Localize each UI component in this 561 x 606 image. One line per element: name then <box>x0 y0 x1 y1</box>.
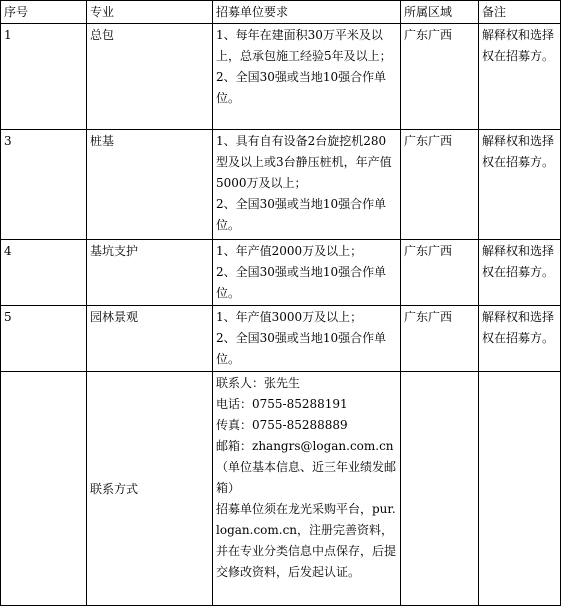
row-seq: 5 <box>1 306 87 372</box>
row-major: 总包 <box>87 24 213 130</box>
header-seq: 序号 <box>1 1 87 24</box>
header-note: 备注 <box>479 1 561 24</box>
requirement-line: 2、全国30强或当地10强合作单位。 <box>216 70 387 105</box>
requirement-line: 2、全国30强或当地10强合作单位。 <box>216 197 387 232</box>
contact-phone: 电话：0755-85288191 <box>216 397 348 411</box>
row-note: 解释权和选择权在招募方。 <box>479 306 561 372</box>
requirement-line: 1、年产值3000万及以上； <box>216 310 363 324</box>
requirement-line: 1、年产值2000万及以上； <box>216 244 363 258</box>
row-seq: 4 <box>1 240 87 306</box>
row-major: 园林景观 <box>87 306 213 372</box>
row-region: 广东广西 <box>401 240 479 306</box>
header-major: 专业 <box>87 1 213 24</box>
row-requirements <box>213 306 401 372</box>
row-major: 桩基 <box>87 130 213 240</box>
contact-details <box>213 372 401 606</box>
row-region: 广东广西 <box>401 130 479 240</box>
row-note: 解释权和选择权在招募方。 <box>479 240 561 306</box>
contact-platform-note: 招募单位须在龙光采购平台，pur.logan.com.cn，注册完善资料，并在专业分类信息中点保存，后提交修改资料，后发起认证。 <box>216 502 397 579</box>
header-requirements: 招募单位要求 <box>213 1 401 24</box>
contact-fax: 传真：0755-85288889 <box>216 418 348 432</box>
contact-email[interactable]: 邮箱：zhangrs@logan.com.cn（单位基本信息、近三年业绩发邮箱） <box>216 439 397 495</box>
contact-row <box>1 372 561 606</box>
contact-label: 联系方式 <box>87 372 213 606</box>
row-region: 广东广西 <box>401 306 479 372</box>
contact-person: 联系人：张先生 <box>216 376 301 390</box>
row-requirements <box>213 240 401 306</box>
row-note: 解释权和选择权在招募方。 <box>479 130 561 240</box>
row-note: 解释权和选择权在招募方。 <box>479 24 561 130</box>
contact-seq-empty <box>1 372 87 606</box>
header-row <box>1 1 561 24</box>
row-region: 广东广西 <box>401 24 479 130</box>
requirement-line: 1、每年在建面积30万平米及以上，总承包施工经验5年及以上； <box>216 28 392 63</box>
contact-note-empty <box>479 372 561 606</box>
row-requirements <box>213 130 401 240</box>
row-seq: 3 <box>1 130 87 240</box>
requirement-line: 2、全国30强或当地10强合作单位。 <box>216 265 387 300</box>
contact-region-empty <box>401 372 479 606</box>
table-row <box>1 24 561 130</box>
requirement-line: 1、具有自有设备2台旋挖机280型及以上或3台静压桩机，年产值5000万及以上； <box>216 134 392 190</box>
row-major: 基坑支护 <box>87 240 213 306</box>
table-row <box>1 240 561 306</box>
row-seq: 1 <box>1 24 87 130</box>
row-requirements <box>213 24 401 130</box>
header-region: 所属区域 <box>401 1 479 24</box>
table-row <box>1 130 561 240</box>
requirement-line: 2、全国30强或当地10强合作单位。 <box>216 331 387 366</box>
table-row <box>1 306 561 372</box>
